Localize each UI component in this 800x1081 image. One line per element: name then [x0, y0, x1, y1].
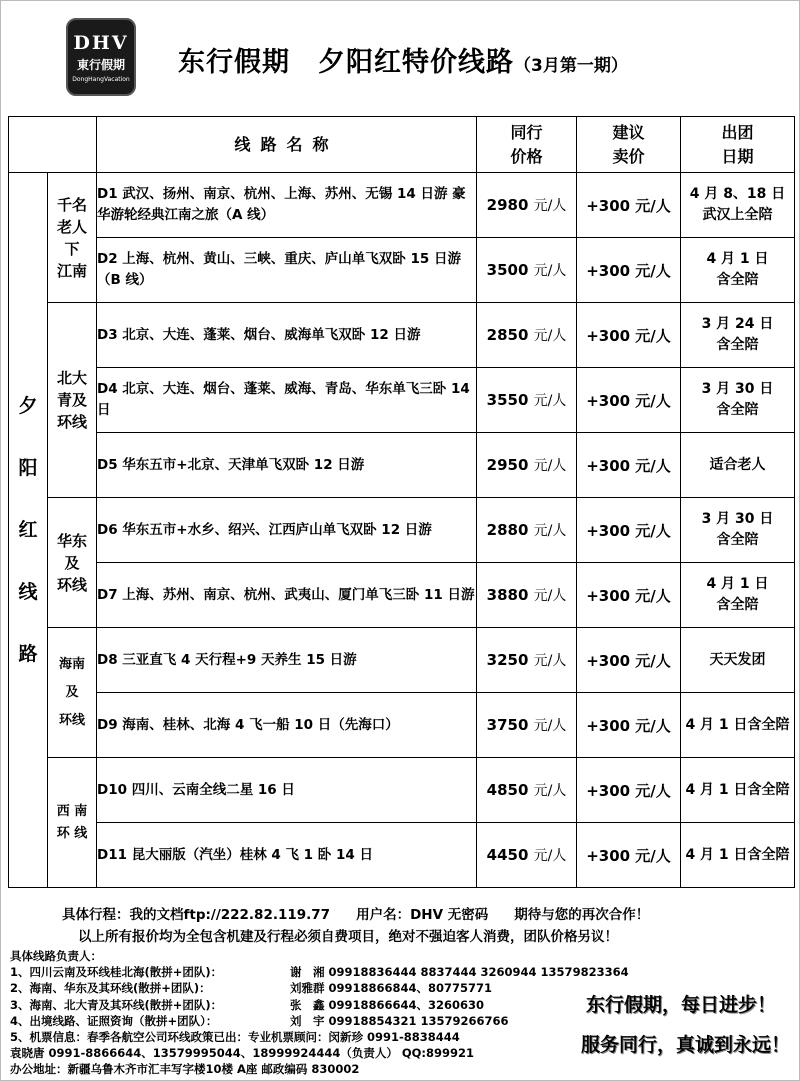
route-name: D3 北京、大连、蓬莱、烟台、威海单飞双卧 12 日游	[97, 303, 477, 368]
price-unit: 元/人	[533, 783, 567, 799]
departure-date	[681, 758, 795, 823]
suggested-price: +300 元/人	[577, 563, 681, 628]
peer-price	[477, 368, 577, 433]
price-unit: 元/人	[533, 653, 567, 669]
peer-price-value: 3500	[486, 261, 529, 279]
peer-price-value: 2880	[486, 521, 529, 539]
departure-date	[681, 173, 795, 238]
contact-line: 袁晓唐 0991-8866644、13579995044、18999924444（负责人） QQ:899921	[10, 1046, 474, 1061]
issue-label: （3月第一期）	[514, 56, 628, 76]
table-row	[9, 173, 795, 238]
departure-date-line: 含全陪	[716, 402, 759, 418]
footer-info-line	[62, 903, 675, 923]
departure-date-line: 含全陪	[716, 597, 759, 613]
peer-price-value: 2950	[486, 456, 529, 474]
region-label	[48, 758, 97, 888]
contact-row	[10, 1045, 474, 1061]
contact-line: 5、机票信息：春季各航空公司环线政策已出：专业机票顾问：闵新珍 0991-8838444	[10, 1029, 460, 1044]
route-name: D1 武汉、扬州、南京、杭州、上海、苏州、无锡 14 日游 豪华游轮经典江南之旅（A 线）	[97, 173, 477, 238]
region-label-line: 江南	[56, 261, 87, 280]
price-unit: 元/人	[533, 523, 567, 539]
peer-price-value: 3550	[486, 391, 529, 409]
price-unit: 元/人	[533, 848, 567, 864]
table-row	[9, 628, 795, 693]
side-label-char: 红	[18, 519, 38, 541]
region-label-line: 老人	[56, 217, 87, 236]
contact-row	[10, 1013, 509, 1029]
region-label-line: 海南	[58, 656, 85, 672]
region-label-line: 华东	[56, 531, 87, 550]
contact-person: 张 鑫 09918866644、3260630	[290, 997, 485, 1012]
peer-price-value: 3750	[486, 716, 529, 734]
peer-price-value: 3250	[486, 651, 529, 669]
logo-text: DHV	[73, 32, 129, 54]
ftp-user-text: 用户名：DHV 无密码	[356, 907, 489, 923]
itinerary-ftp-text: 具体行程：我的文档ftp://222.82.119.77	[62, 907, 331, 923]
side-label	[9, 173, 48, 888]
peer-price-value: 4450	[486, 846, 529, 864]
header-departure-date: 出团 日期	[681, 117, 795, 173]
peer-price	[477, 823, 577, 888]
departure-date	[681, 628, 795, 693]
departure-date-line: 4 月 1 日含全陪	[685, 781, 790, 798]
table-body	[9, 173, 795, 888]
side-label-char: 阳	[18, 457, 38, 479]
peer-price-value: 2850	[486, 326, 529, 344]
suggested-price: +300 元/人	[577, 758, 681, 823]
contacts-block	[10, 948, 629, 1078]
header-corner	[9, 117, 97, 173]
table-row	[9, 693, 795, 758]
peer-price	[477, 628, 577, 693]
region-label-line: 环 线	[56, 825, 88, 841]
table-row	[9, 433, 795, 498]
peer-price	[477, 303, 577, 368]
table-row	[9, 758, 795, 823]
peer-price	[477, 758, 577, 823]
contact-line: 1、四川云南及环线桂北海(散拼+团队)：	[10, 965, 223, 980]
region-label-line: 环线	[56, 413, 87, 431]
contact-line: 2、海南、华东及其环线(散拼+团队)：	[10, 981, 211, 996]
region-label	[48, 498, 97, 628]
peer-price-value: 4850	[486, 781, 529, 799]
contact-person: 刘 宇 09918854321 13579266766	[290, 1013, 509, 1028]
region-label-line: 千名	[56, 195, 87, 214]
region-label-line: 及	[64, 553, 80, 572]
contact-line: 办公地址：新疆乌鲁木齐市汇丰写字楼10楼 A座 邮政编码 830002	[10, 1062, 360, 1077]
departure-date	[681, 563, 795, 628]
departure-date-line: 适合老人	[709, 456, 766, 473]
price-unit: 元/人	[533, 588, 567, 604]
route-price-table	[8, 116, 795, 888]
suggested-price: +300 元/人	[577, 628, 681, 693]
suggested-price: +300 元/人	[577, 173, 681, 238]
slogan-line-1: 东行假期，每日进步！	[585, 994, 776, 1016]
departure-date	[681, 498, 795, 563]
price-unit: 元/人	[533, 263, 567, 279]
flyer-title: 夕阳红特价线路	[318, 47, 514, 78]
contact-row	[10, 1061, 360, 1077]
suggested-price: +300 元/人	[577, 303, 681, 368]
route-name: D5 华东五市+北京、天津单飞双卧 12 日游	[97, 433, 477, 498]
region-label-line: 西 南	[56, 803, 88, 819]
logo-english-text: DongHangVacation	[72, 76, 130, 83]
region-label-line: 环线	[58, 712, 85, 728]
route-name: D7 上海、苏州、南京、杭州、武夷山、厦门单飞三卧 11 日游	[97, 563, 477, 628]
departure-date	[681, 303, 795, 368]
region-label-line: 北大	[56, 369, 87, 387]
contact-row	[10, 1029, 460, 1045]
contact-person: 刘雅群 09918866844、80775771	[290, 981, 493, 996]
route-name: D2 上海、杭州、黄山、三峡、重庆、庐山单飞双卧 15 日游（B 线）	[97, 238, 477, 303]
departure-date	[681, 693, 795, 758]
contact-line: 4、出境线路、证照资询（散拼+团队）：	[10, 1013, 218, 1028]
logo-chinese-text: 東行假期	[76, 58, 125, 72]
price-unit: 元/人	[533, 458, 567, 474]
suggested-price: +300 元/人	[577, 433, 681, 498]
departure-date-line: 3 月 24 日	[701, 316, 774, 332]
region-label-line: 环线	[56, 575, 87, 594]
price-unit: 元/人	[533, 198, 567, 214]
departure-date-line: 3 月 30 日	[701, 511, 774, 527]
table-row	[9, 368, 795, 433]
region-label	[48, 628, 97, 758]
table-row	[9, 498, 795, 563]
peer-price	[477, 173, 577, 238]
suggested-price: +300 元/人	[577, 238, 681, 303]
departure-date-line: 含全陪	[716, 532, 759, 548]
route-name: D10 四川、云南全线二星 16 日	[97, 758, 477, 823]
departure-date-line: 4 月 1 日	[706, 251, 769, 267]
page-title	[178, 40, 628, 79]
departure-date-line: 3 月 30 日	[701, 381, 774, 397]
contact-row	[10, 964, 629, 980]
departure-date-line: 4 月 1 日含全陪	[685, 846, 790, 863]
price-unit: 元/人	[533, 328, 567, 344]
price-unit: 元/人	[533, 393, 567, 409]
header-route-name: 线路名称	[97, 117, 477, 173]
departure-date-line: 含全陪	[716, 337, 759, 353]
region-label	[48, 173, 97, 303]
region-label-line: 及	[65, 684, 79, 700]
side-label-char: 线	[18, 581, 38, 603]
table-row	[9, 238, 795, 303]
brand-name: 东行假期	[178, 47, 290, 78]
departure-date	[681, 823, 795, 888]
side-label-char: 夕	[18, 395, 38, 417]
contact-row	[10, 980, 493, 996]
departure-date-line: 4 月 1 日	[706, 576, 769, 592]
contact-line: 3、海南、北大青及其环线(散拼+团队)：	[10, 997, 223, 1012]
departure-date-line: 含全陪	[716, 272, 759, 288]
header-peer-price: 同行 价格	[477, 117, 577, 173]
suggested-price: +300 元/人	[577, 368, 681, 433]
suggested-price: +300 元/人	[577, 498, 681, 563]
table-row	[9, 823, 795, 888]
peer-price-value: 2980	[486, 196, 529, 214]
route-name: D4 北京、大连、烟台、蓬莱、威海、青岛、华东单飞三卧 14 日	[97, 368, 477, 433]
contact-person: 谢 湘 09918836444 8837444 3260944 13579823364	[290, 965, 629, 980]
departure-date-line: 天天发团	[709, 651, 766, 668]
departure-date-line: 4 月 8、18 日	[689, 186, 786, 202]
peer-price	[477, 693, 577, 758]
company-logo	[66, 18, 136, 96]
suggested-price: +300 元/人	[577, 693, 681, 758]
peer-price	[477, 498, 577, 563]
departure-date	[681, 368, 795, 433]
peer-price-value: 3880	[486, 586, 529, 604]
route-name: D8 三亚直飞 4 天行程+9 天养生 15 日游	[97, 628, 477, 693]
table-row	[9, 303, 795, 368]
header-suggested-price: 建议 卖价	[577, 117, 681, 173]
peer-price	[477, 563, 577, 628]
table-header-row	[9, 117, 795, 173]
price-note: 以上所有报价均为全包含机建及行程必须自费项目，绝对不强迫客人消费，团队价格另议！	[78, 929, 618, 945]
contacts-title: 具体线路负责人：	[10, 949, 102, 963]
route-name: D11 昆大丽版（汽坐）桂林 4 飞 1 卧 14 日	[97, 823, 477, 888]
price-unit: 元/人	[533, 718, 567, 734]
departure-date	[681, 238, 795, 303]
departure-date	[681, 433, 795, 498]
slogan-line-2: 服务同行，真诚到永远！	[580, 1034, 790, 1056]
greeting-text: 期待与您的再次合作！	[514, 907, 650, 923]
route-name: D9 海南、桂林、北海 4 飞一船 10 日（先海口）	[97, 693, 477, 758]
departure-date-line: 4 月 1 日含全陪	[685, 716, 790, 733]
region-label	[48, 303, 97, 498]
peer-price	[477, 433, 577, 498]
region-label-line: 下	[64, 239, 80, 258]
table-row	[9, 563, 795, 628]
contact-row	[10, 997, 485, 1013]
departure-date-line: 武汉上全陪	[702, 207, 773, 223]
side-label-char: 路	[18, 643, 38, 665]
route-name: D6 华东五市+水乡、绍兴、江西庐山单飞双卧 12 日游	[97, 498, 477, 563]
suggested-price: +300 元/人	[577, 823, 681, 888]
peer-price	[477, 238, 577, 303]
region-label-line: 青及	[56, 391, 87, 409]
